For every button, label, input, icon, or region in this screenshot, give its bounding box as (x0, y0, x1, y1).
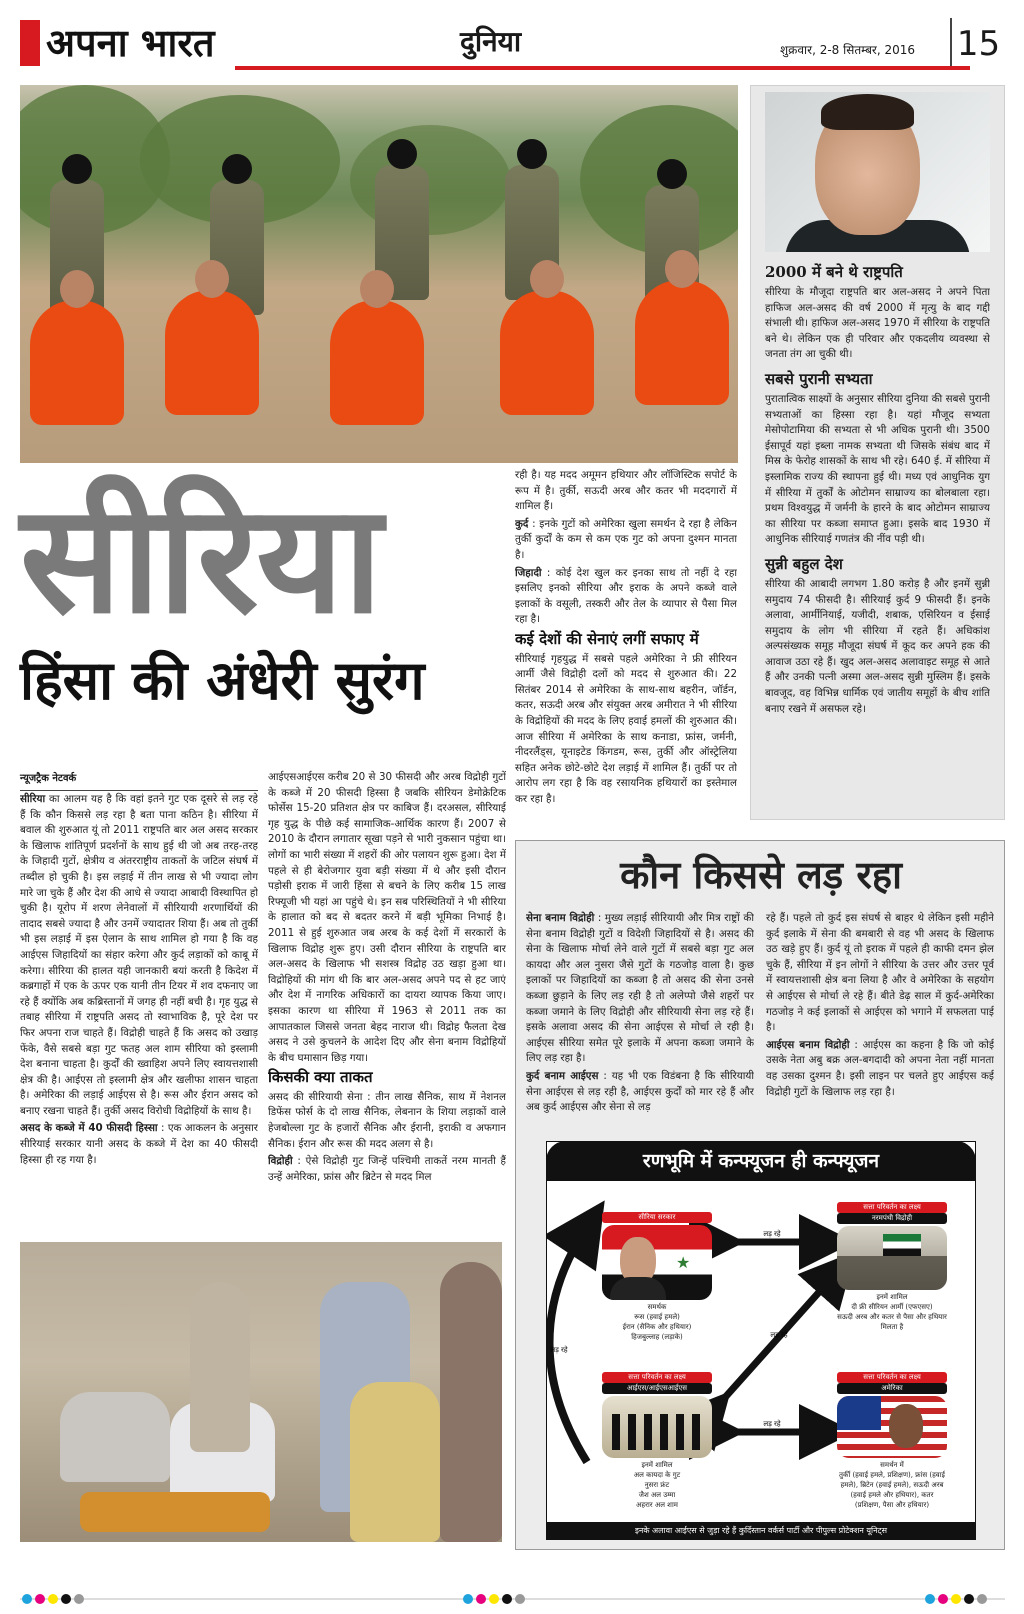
paragraph-text: : एक आकलन के अनुसार सीरियाई सरकार यानी असद के कब्जे में देश का 40 फीसदी हिस्सा ही रह गया है। (20, 1122, 258, 1166)
page-number: 15 (950, 18, 1005, 70)
node-caption: इनमें शामिल दी फ्री सीरियन आर्मी (एफएसए) सऊदी अरब और कतर से पैसा और हथियार मिलता है (837, 1293, 947, 1331)
bottom-photo-burial-scene (20, 1242, 502, 1542)
node-image (837, 1396, 947, 1458)
paragraph-text: रहे हैं। पहले तो कुर्द इस संघर्ष से बाहर थे लेकिन इसी महीने कुर्द इलाके में सेना की बमबारी से वह भी असद के खिलाफ उठ खड़े हुए हैं। कुर्द यूं तो इराक में पहले ही काफी दमन झेल चुके हैं, सीरिया में इन लोगों ने सीरिया के उत्तर और उत्तर पूर्व में स्वायत्तशासी क्षेत्र बना लिया है और वे अमेरिका के सहयोग से आईएस से मोर्चा ले रहे हैं। बीते डेढ़ साल में कुर्द-अमेरिका गठजोड़ ने कई इलाकों से आईएस को भगाने में सफलता पाई है। (766, 912, 994, 1034)
sidebar-box (750, 85, 1005, 820)
node-image (602, 1396, 712, 1458)
para-group (268, 1090, 506, 1186)
para-group (526, 911, 754, 1116)
sidebar-paragraph: सीरिया के मौजूदा राष्ट्रपति बार अल-असद ने अपने पिता हाफिज अल-असद की वर्ष 2000 में मृत्यु के बाद गद्दी संभाली थी। हाफिज अल-असद 1970 में सीरिया के राष्ट्रपति बने थे। लेकिन एक ही परिवार और एकदलीय व्यवस्था से जनता तंग आ चुकी थी। (765, 286, 990, 361)
article-paragraph (515, 468, 737, 515)
article-paragraph (268, 770, 506, 1066)
node-syria-govt (602, 1212, 712, 1341)
paragraph-text: : ऐसे विद्रोही गुट जिन्हें पश्चिमी ताकतें नरम मानती हैं उन्हें अमेरिका, फ्रांस और ब्रिटेन से मदद मिल (268, 1155, 506, 1183)
headline-subtitle: हिंसा की अंधेरी सुरंग (20, 648, 425, 712)
node-head: सत्ता परिवर्तन का लक्ष्य (837, 1202, 947, 1213)
headline-block (20, 470, 500, 720)
sidebar-text (765, 256, 990, 816)
paragraph-lead: सेना बनाम विद्रोही (526, 912, 595, 924)
node-head: सीरिया सरकार (602, 1212, 712, 1223)
node-head: सत्ता परिवर्तन का लक्ष्य (837, 1372, 947, 1383)
para-group (766, 911, 994, 1100)
byline: न्यूजट्रैक नेटवर्क (20, 770, 258, 791)
paragraph-text: : मुख्य लड़ाई सीरियायी और मित्र राष्ट्रों की सेना बनाम विद्रोही गुटों व विदेशी जिहादियों से है। असद की सेना के खिलाफ मोर्चा लेने वाले गुटों में सबसे बड़ा गुट अल कायदा और अल नुसरा जैसे गुटों के गठजोड़ वाला है। कुछ इलाकों पर जिहादियों का कब्जा है तो असद की सेना उनसे कब्जा छुड़ाने के लिए लड़ रही है तो अलेप्पो जैसे शहरों पर कब्जा जमाने के लिए विद्रोही और सीरियायी सेना लड़ रहे हैं। इसके अलावा असद की सेना आईएस से मोर्चा ले रही है। आईएस सीरिया समेत पूरे इलाके में अपना कब्जा जमाने के लिए लड़ रहा है। (526, 912, 754, 1065)
sidebar-heading: 2000 में बने थे राष्ट्रपति (765, 263, 903, 281)
article-column-2 (268, 770, 506, 1240)
paragraph-text: का आलम यह है कि वहां इतने गुट एक दूसरे से लड़ रहे हैं कि कौन किससे लड़ रहा है बता पाना कठिन है। सीरिया में बवाल की शुरुआत यूं तो 2011 राष्ट्रपति बार अल असद सरकार के खिलाफ शांतिपूर्ण प्रदर्शनों के साथ हुई थी जो अब तरह-तरह के जिहादी गुटों, क्षेत्रीय व अंतरराष्ट्रीय ताकतों के जटिल संघर्ष में तब्दील हो चुकी है। इस लड़ाई में तीन लाख से भी ज्यादा लोग मारे जा चुके हैं और देश की आधे से ज्यादा आबादी विस्थापित हो चुकी है। यूरोप में शरण लेनेवालों में सीरियायी शरणार्थियों की तादाद सबसे ज्यादा है और उनमें ज्यादातर शिया हैं। अब तो तुर्की भी इस लड़ाई में इस ऐलान के साथ शामिल हो गया है कि वह आईएस जिहादियों का संहार करेगा और कुर्द लड़ाकों को काबू में करेगा। सीरिया की हालत यही जानकारी बयां करती है किदेश में कब्रगाहों में एक के ऊपर एक यानी तीन टियर में शव दफनाए जा रहे हैं क्योंकि अब कब्रिस्तानों में जगह ही नहीं बची है। गृह युद्ध से तबाह सीरिया में राष्ट्रपति असद तो स्वाभाविक है, पूरे देश पर फिर अपना राज चाहते हैं। विद्रोही चाहते हैं कि असद को उखाड़ फेंके, वैसे सबसे बड़ा गुट फतह अल शाम सीरिया को इस्लामी देश बनाना चाहता है। कुर्दों की ख्वाहिश अपने लिए स्वायत्तशासी क्षेत्र की है। आईएस तो इस्लामी क्षेत्र और खलीफा शासन चाहता है। अमेरिका की लड़ाई आईएस से है। रूस और ईरान असद को बनाए रखना चाहते हैं। तुर्की असद विरोधी विद्रोहियों के साथ है। (20, 793, 258, 1117)
para-group (515, 652, 737, 808)
infographic-footer: इनके अलावा आईएस से जुड़ा रहे हैं कुर्दिस्तान वर्कर्स पार्टी और पीपुल्स प्रोटेक्शन यूनिट्स (546, 1522, 976, 1540)
arrow-left-curve (550, 1227, 588, 1462)
article-column-1 (20, 792, 258, 1242)
node-caption: समर्थक रूस (हवाई हमले) ईरान (सैनिक और हथियार) हिजबुल्लाह (लड़ाके) (622, 1303, 692, 1341)
article-paragraph (515, 517, 737, 564)
node-caption: इनमें शामिल अल कायदा के गुट नुसरा फ्रंट जैश अल उम्मा अहरार अल शाम (633, 1461, 681, 1509)
arrow-diagonal (712, 1272, 837, 1412)
column-subhead: किसकी क्या ताकत (268, 1068, 373, 1087)
brand-red-block (20, 20, 40, 66)
paragraph-lead: कुर्द (515, 517, 529, 530)
article-column-3 (515, 468, 737, 836)
node-image: ★ (602, 1225, 712, 1300)
masthead-rule (235, 66, 970, 70)
box-column-2 (766, 911, 994, 1136)
article-paragraph (515, 652, 737, 808)
sidebar-heading: सबसे पुरानी सभ्यता (765, 369, 873, 388)
node-sub: आईएस/आईएसआईएस (602, 1383, 712, 1394)
paragraph-lead: जिहादी (515, 566, 542, 579)
article-paragraph (526, 911, 754, 1067)
arrow-label: लड़ रहे (763, 1420, 781, 1428)
sidebar-paragraph: पुरातात्विक साक्ष्यों के अनुसार सीरिया दुनिया की सबसे पुरानी सभ्यताओं का हिस्सा रहा है। यहां मौजूद सभ्यता मेसोपोटामिया की सभ्यता से भी अधिक पुरानी थी। 3500 ईसापूर्व यहां इब्ला नामक सभ्यता थी जिसके संबंध बाद में मिस्र के फेरोह शासकों के साथ भी रहे। 640 ई. में सीरिया में इस्लामिक राज्य की स्थापना हुई थी। मध्य एवं आधुनिक युग में सीरिया में तुर्कों के ओटोमन साम्राज्य का बोलबाला रहा। प्रथम विश्वयुद्ध में जर्मनी के हारने के बाद ओटोमन साम्राज्य का सीरिया पर कब्जा समाप्त हुआ। इसके बाद 1930 में आधुनिक सीरियाई गणतंत्र की नींव पड़ी थी। (765, 392, 990, 546)
masthead (20, 18, 1005, 72)
paragraph-text: : यह भी एक विडंबना है कि सीरियायी सेना आईएस से लड़ रही है, आईएस कुर्दों को मार रहे हैं और अब कुर्द आईएस और सेना से लड़ (526, 1069, 754, 1114)
article-paragraph (766, 1038, 994, 1100)
node-sub: नरमपंथी विद्रोही (837, 1213, 947, 1224)
paragraph-lead: कुर्द बनाम आईएस (526, 1069, 599, 1082)
paragraph-text: : कोई देश खुल कर इनका साथ तो नहीं दे रहा इसलिए इनको सीरिया और इराक के अपने कब्जे वाले इलाकों के वसूली, तस्करी और तेल के व्यापार से पैसा मिल रहा है। (515, 566, 737, 626)
issue-date: शुक्रवार, 2-8 सितम्बर, 2016 (780, 43, 915, 57)
arrow-label: लड़ रहे (763, 1230, 781, 1238)
article-paragraph (526, 1069, 754, 1116)
paragraph-text: : इनके गुटों को अमेरिका खुला समर्थन दे रहा है लेकिन तुर्की कुर्दों के कम से कम एक गुट को अपना दुश्मन मानता है। (515, 517, 737, 561)
section-title: दुनिया (460, 25, 522, 58)
paragraph-text: : आईएस का कहना है कि जो कोई उसके नेता अबु बक्र अल-बगदादी को अपना नेता नहीं मानता वह उसका दुश्मन है। इसी लाइन पर चलते हुए आईएस कई विद्रोही गुटों के खिलाफ लड़ रहा है। (766, 1038, 994, 1098)
para-group (20, 792, 258, 1168)
article-paragraph (20, 1121, 258, 1168)
column-subhead: कई देशों की सेनाएं लगीं सफाए में (515, 629, 699, 648)
node-head: सत्ता परिवर्तन का लक्ष्य (602, 1372, 712, 1383)
node-america (837, 1372, 947, 1509)
node-image (837, 1226, 947, 1290)
arrow-label: लड़ रहे (550, 1346, 568, 1354)
box-title: कौन किससे लड़ रहा (620, 853, 902, 897)
paragraph-text: आईएसआईएस करीब 20 से 30 फीसदी और अरब विद्रोही गुटों के कब्जे में 20 फीसदी हिस्सा है जबकि सीरियन डेमोक्रेटिक फोर्सेस 15-20 प्रतिशत क्षेत्र पर काबिज हैं। दरअसल, सीरियाई गृह युद्ध के पीछे कई सामाजिक-आर्थिक कारण हैं। 2007 से 2010 के दौरान लगातार सूखा पड़ने से भारी नुकसान पहुंचा था। लोगों का भारी संख्या में शहरों की ओर पलायन शुरू हुआ। देश में पहले से ही बेरोजगार युवा बड़ी संख्या में थे और इसी दौरान पड़ोसी इराक में जारी हिंसा से बचने के लिए करीब 15 लाख रिफ्यूजी भी यहां आ पहुंचे थे। इन सब परिस्थितियों ने भी सीरिया के हालात को बद से बदतर करने में बड़ी भूमिका निभाई है। 2011 से हुई शुरुआत जब अरब के कई देशों में सरकारों के खिलाफ विद्रोह शुरू हुए। उसी दौरान सीरिया के राष्ट्रपति बार अल-असद के खिलाफ भी सशस्त्र विद्रोह उठ खड़ा हुआ था। विद्रोहियों की मांग थी कि बार अल-असद अपने पद से हट जाएं और देश में नागरिक अधिकारों का दायरा व्यापक किया जाए। इसका कारण था सीरिया में 1963 से 2011 तक का आपातकाल जिससे जनता बेहद नाराज थी। विद्रोह फैलता देख असद ने उसे कुचलने के आदेश दिए और सेना बनाम विद्रोहियों के बीच घमासान छिड़ गया। (268, 771, 506, 1064)
box-column-1 (526, 911, 754, 1136)
headline-title: सीरिया (20, 473, 381, 647)
paragraph-lead: सीरिया (20, 793, 46, 805)
infographic (546, 1141, 976, 1539)
infographic-title: रणभूमि में कन्फ्यूजन ही कन्फ्यूजन (546, 1141, 976, 1181)
paragraph-lead: असद के कब्जे में 40 फीसदी हिस्सा (20, 1122, 158, 1135)
article-paragraph (268, 1154, 506, 1185)
who-fights-whom-box (515, 840, 1005, 1550)
node-sub: अमेरिका (837, 1383, 947, 1394)
paragraph-lead: विद्रोही (268, 1155, 293, 1168)
paragraph-text: असद की सीरियायी सेना : तीन लाख सैनिक, साथ में नेशनल डिफेंस फोर्स के दो लाख सैनिक, लेबनान के शिया लड़ाकों वाले हेजबोल्ला गुट के हजारों सैनिक और ईरानी, इराकी व अफगान सैनिक। ईरान और रूस की मदद अलग से है। (268, 1090, 506, 1150)
node-isis (602, 1372, 712, 1509)
brand-logo: अपना भारत (46, 20, 215, 65)
sidebar-paragraph: सीरिया की आबादी लगभग 1.80 करोड़ है और इनमें सुन्नी समुदाय 74 फीसदी है। सीरियाई कुर्द 9 फीसदी हैं। इनके अलावा, आर्मीनियाई, यजीदी, शबाक, एसिरियन व ईसाई समुदाय के लोग भी सीरिया में रहते हैं। अधिकांश अल्पसंख्यक समूह मौजूदा संघर्ष में कूद कर अपने हक की आवाज उठा रहे हैं। खुद अल-असद अलावाइट समूह से आते हैं और उनकी पत्नी अस्मा अल-असद सुन्नी मुस्लिम हैं। इसके बावजूद, वह विभिन्न धार्मिक एवं जातीय समूहों के बीच शांति बनाए रखने में असफल रहे। (765, 577, 990, 715)
portrait-photo (765, 92, 990, 252)
sidebar-heading: सुन्नी बहुल देश (765, 554, 843, 573)
top-photo-execution-scene (20, 85, 738, 463)
node-moderate-rebels (837, 1202, 947, 1331)
para-group (268, 770, 506, 1066)
arrow-label: लड़ रहे (770, 1331, 788, 1339)
article-paragraph (766, 911, 994, 1036)
paragraph-lead: आईएस बनाम विद्रोही (766, 1038, 850, 1051)
article-paragraph (515, 566, 737, 628)
para-group (515, 468, 737, 628)
print-registration-bar (0, 1592, 1024, 1606)
article-paragraph (20, 792, 258, 1119)
paragraph-text: सीरियाई गृहयुद्ध में सबसे पहले अमेरिका ने फ्री सीरियन आर्मी जैसे विद्रोही दलों को मदद से शुरुआत की। 22 सितंबर 2014 से अमेरिका के साथ-साथ बहरीन, जॉर्डन, कतर, सऊदी अरब और संयुक्त अरब अमीरात ने भी सीरिया के विद्रोहियों की मदद के लिए हवाई हमलों की शुरुआत की। आज सीरिया में अमेरिका के साथ कनाडा, फ्रांस, जर्मनी, नीदरलैंड्स, यूनाइटेड किंगडम, रूस, तुर्की और ऑस्ट्रेलिया सहित अनेक छोटे-छोटे देश लड़ाई में शामिल हैं। तुर्की पर तो आरोप लग रहा है कि वह रसायनिक हथियारों का इस्तेमाल कर रहा है। (515, 652, 737, 805)
paragraph-text: रही है। यह मदद अमूमन हथियार और लॉजिस्टिक सपोर्ट के रूप में है। तुर्की, सऊदी अरब और कतर भी मददगारों में शामिल हैं। (515, 469, 737, 513)
node-caption: समर्थन में तुर्की (हवाई हमले, प्रशिक्षण), फ्रांस (हवाई हमले), ब्रिटेन (हवाई हमले), सऊदी अरब (हवाई हमले और हथियार), कतर (प्रशिक्षण, पैसा और हथियार) (839, 1461, 945, 1509)
article-paragraph (268, 1090, 506, 1152)
